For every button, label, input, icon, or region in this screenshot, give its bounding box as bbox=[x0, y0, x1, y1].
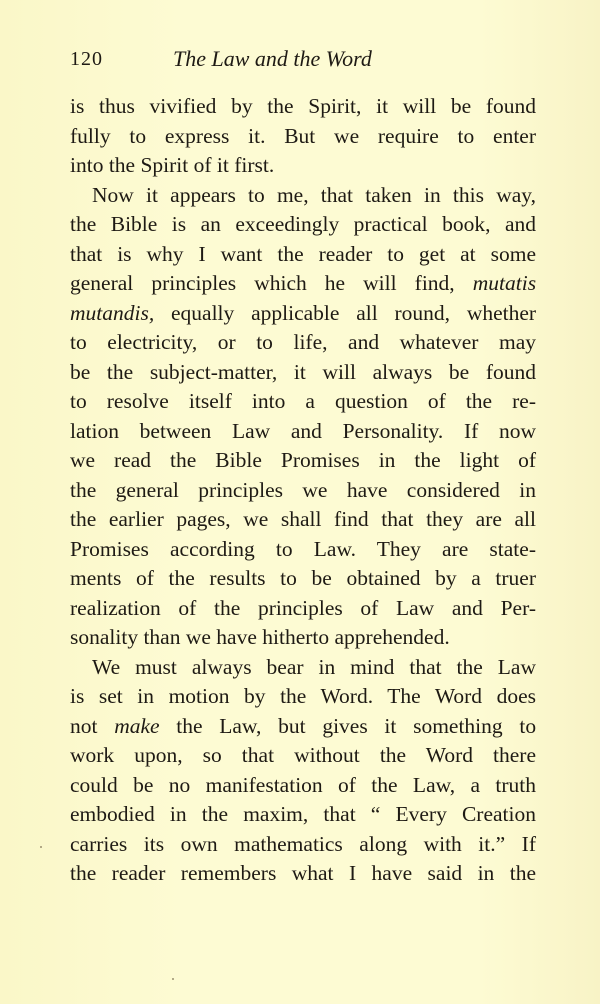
text-line: We must always bear in mind that the Law bbox=[92, 654, 536, 679]
text-line: into the Spirit of it first. bbox=[70, 153, 275, 177]
text-line: we read the Bible Promises in the light of bbox=[70, 448, 536, 472]
text-line: that is why I want the reader to get at some bbox=[70, 241, 536, 266]
text-line: embodied in the maxim, that “ Every Creation bbox=[70, 802, 536, 826]
text-line: the earlier pages, we shall find that they are all bbox=[70, 507, 536, 531]
scan-speck bbox=[172, 978, 174, 980]
text-line: to resolve itself into a question of the re- bbox=[70, 389, 536, 413]
text-line: is thus vivified by the Spirit, it will be found bbox=[70, 94, 536, 118]
text-line: fully to express it. But we require to enter bbox=[70, 123, 536, 148]
text-line: mutandis, equally applicable all round, whether bbox=[70, 300, 537, 325]
text-line: carries its own mathematics along with it.” If bbox=[70, 831, 536, 856]
page-number: 120 bbox=[70, 48, 103, 70]
text-line: the reader remembers what I have said in the bbox=[70, 861, 536, 885]
running-title: The Law and the Word bbox=[173, 46, 372, 71]
text-line: Now it appears to me, that taken in this way, bbox=[92, 182, 536, 207]
text-line: sonality than we have hitherto apprehended. bbox=[70, 625, 450, 649]
text-line: Promises according to Law. They are state- bbox=[70, 536, 536, 561]
text-line: to electricity, or to life, and whatever may bbox=[70, 330, 536, 354]
text-line: be the subject-matter, it will always be found bbox=[70, 359, 536, 384]
text-line: lation between Law and Personality. If now bbox=[70, 418, 536, 443]
text-line: the Bible is an exceedingly practical book, and bbox=[70, 212, 536, 236]
text-line: is set in motion by the Word. The Word does bbox=[70, 684, 536, 708]
text-line: general principles which he will find, mutatis bbox=[70, 271, 537, 295]
text-line: the general principles we have considered in bbox=[70, 477, 536, 502]
text-line: ments of the results to be obtained by a truer bbox=[70, 566, 536, 590]
text-line: realization of the principles of Law and Per- bbox=[70, 595, 536, 620]
running-header bbox=[70, 46, 540, 76]
text-line: not make the Law, but gives it something to bbox=[70, 713, 537, 738]
scan-speck bbox=[40, 846, 42, 848]
text-line: work upon, so that without the Word there bbox=[70, 743, 536, 767]
body-text bbox=[70, 92, 536, 889]
text-line: could be no manifestation of the Law, a truth bbox=[70, 772, 536, 797]
